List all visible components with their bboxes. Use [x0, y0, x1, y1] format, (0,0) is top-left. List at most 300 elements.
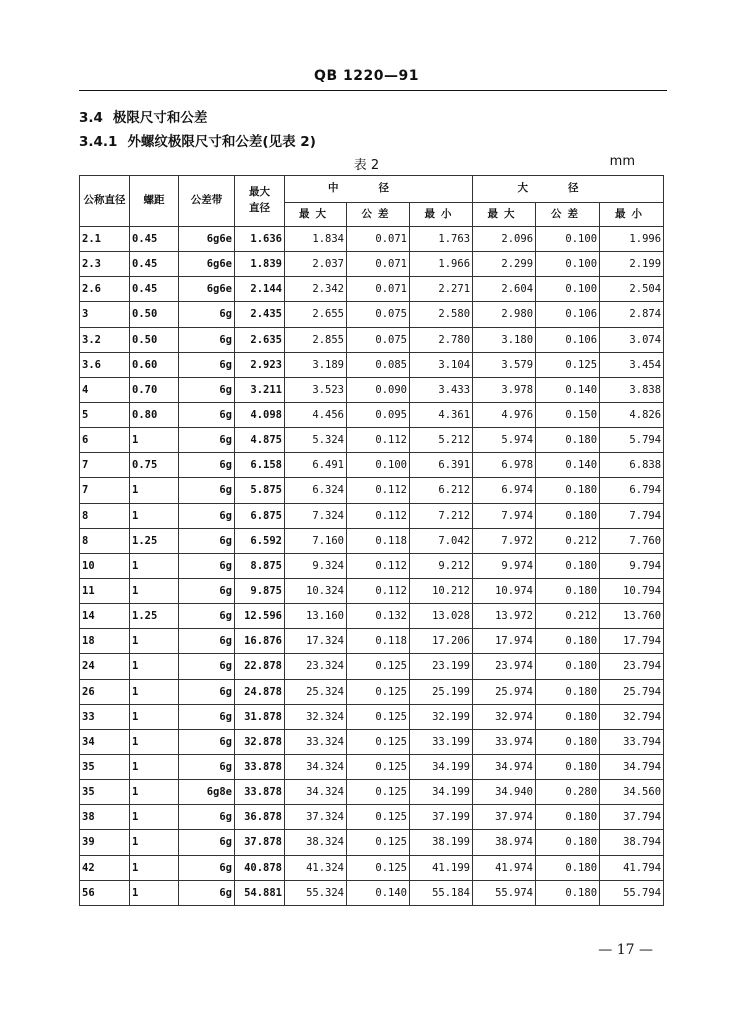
cell-nominal-diameter: 8	[80, 528, 130, 553]
table-row	[80, 478, 664, 503]
cell-pd-tol: 0.140	[347, 880, 410, 905]
cell-md-min: 37.794	[600, 805, 664, 830]
cell-pd-tol: 0.125	[347, 754, 410, 779]
cell-pitch: 1	[130, 780, 179, 805]
cell-pitch: 1	[130, 805, 179, 830]
cell-tolerance-class: 6g	[179, 754, 235, 779]
cell-md-tol: 0.150	[536, 402, 600, 427]
cell-nominal-diameter: 39	[80, 830, 130, 855]
cell-pd-max: 23.324	[285, 654, 347, 679]
cell-md-min: 34.794	[600, 754, 664, 779]
cell-pitch: 1	[130, 428, 179, 453]
table-row	[80, 277, 664, 302]
cell-md-tol: 0.180	[536, 754, 600, 779]
cell-pd-tol: 0.100	[347, 453, 410, 478]
cell-md-min: 1.996	[600, 227, 664, 252]
cell-pitch: 1	[130, 679, 179, 704]
cell-pitch: 1	[130, 503, 179, 528]
cell-max-diameter: 8.875	[235, 553, 285, 578]
cell-pd-max: 34.324	[285, 754, 347, 779]
cell-md-max: 23.974	[473, 654, 536, 679]
cell-md-tol: 0.106	[536, 327, 600, 352]
cell-pitch: 1.25	[130, 604, 179, 629]
cell-tolerance-class: 6g	[179, 302, 235, 327]
cell-pitch: 0.75	[130, 453, 179, 478]
cell-nominal-diameter: 35	[80, 754, 130, 779]
cell-pd-min: 1.966	[410, 252, 473, 277]
cell-md-tol: 0.100	[536, 277, 600, 302]
cell-pd-max: 2.855	[285, 327, 347, 352]
cell-tolerance-class: 6g	[179, 729, 235, 754]
table-row	[80, 805, 664, 830]
cell-pd-tol: 0.118	[347, 528, 410, 553]
cell-md-min: 33.794	[600, 729, 664, 754]
cell-pd-min: 34.199	[410, 754, 473, 779]
cell-max-diameter: 6.158	[235, 453, 285, 478]
cell-nominal-diameter: 10	[80, 553, 130, 578]
subheader-md-min: 最小	[600, 203, 664, 227]
cell-nominal-diameter: 2.1	[80, 227, 130, 252]
cell-pitch: 0.50	[130, 302, 179, 327]
cell-pitch: 0.45	[130, 277, 179, 302]
cell-pd-max: 17.324	[285, 629, 347, 654]
cell-pd-max: 2.342	[285, 277, 347, 302]
cell-pd-min: 2.780	[410, 327, 473, 352]
cell-md-min: 2.199	[600, 252, 664, 277]
cell-md-max: 10.974	[473, 578, 536, 603]
cell-md-tol: 0.180	[536, 629, 600, 654]
cell-pd-min: 17.206	[410, 629, 473, 654]
subheader-md-max: 最大	[473, 203, 536, 227]
cell-nominal-diameter: 11	[80, 578, 130, 603]
cell-md-max: 3.978	[473, 377, 536, 402]
cell-pd-min: 32.199	[410, 704, 473, 729]
section-title: 极限尺寸和公差	[112, 110, 208, 126]
table-row	[80, 704, 664, 729]
table-body	[80, 227, 664, 906]
cell-nominal-diameter: 38	[80, 805, 130, 830]
table-row	[80, 679, 664, 704]
cell-md-max: 3.579	[473, 352, 536, 377]
cell-pd-tol: 0.125	[347, 654, 410, 679]
cell-tolerance-class: 6g	[179, 654, 235, 679]
cell-nominal-diameter: 2.6	[80, 277, 130, 302]
cell-pd-tol: 0.112	[347, 578, 410, 603]
cell-md-tol: 0.106	[536, 302, 600, 327]
table-row	[80, 880, 664, 905]
cell-pitch: 1	[130, 704, 179, 729]
cell-nominal-diameter: 24	[80, 654, 130, 679]
cell-pd-max: 6.491	[285, 453, 347, 478]
cell-pitch: 0.80	[130, 402, 179, 427]
cell-md-max: 5.974	[473, 428, 536, 453]
table-row	[80, 503, 664, 528]
cell-max-diameter: 2.923	[235, 352, 285, 377]
cell-md-tol: 0.180	[536, 654, 600, 679]
cell-max-diameter: 37.878	[235, 830, 285, 855]
cell-pitch: 0.50	[130, 327, 179, 352]
cell-md-min: 55.794	[600, 880, 664, 905]
cell-pd-max: 7.160	[285, 528, 347, 553]
cell-pd-max: 3.189	[285, 352, 347, 377]
cell-md-tol: 0.180	[536, 805, 600, 830]
cell-md-max: 7.974	[473, 503, 536, 528]
cell-pd-min: 7.212	[410, 503, 473, 528]
cell-tolerance-class: 6g	[179, 428, 235, 453]
cell-nominal-diameter: 3.6	[80, 352, 130, 377]
cell-tolerance-class: 6g	[179, 805, 235, 830]
section-number: 3.4	[79, 110, 103, 126]
cell-nominal-diameter: 2.3	[80, 252, 130, 277]
cell-nominal-diameter: 3.2	[80, 327, 130, 352]
cell-pd-min: 55.184	[410, 880, 473, 905]
cell-tolerance-class: 6g	[179, 578, 235, 603]
cell-md-max: 32.974	[473, 704, 536, 729]
cell-nominal-diameter: 3	[80, 302, 130, 327]
cell-nominal-diameter: 18	[80, 629, 130, 654]
cell-pd-min: 2.580	[410, 302, 473, 327]
cell-tolerance-class: 6g	[179, 453, 235, 478]
cell-pd-min: 41.199	[410, 855, 473, 880]
cell-max-diameter: 54.881	[235, 880, 285, 905]
cell-tolerance-class: 6g	[179, 402, 235, 427]
table-unit: mm	[609, 154, 635, 169]
cell-pd-max: 34.324	[285, 780, 347, 805]
table-row	[80, 402, 664, 427]
cell-pd-min: 23.199	[410, 654, 473, 679]
cell-tolerance-class: 6g6e	[179, 252, 235, 277]
cell-pitch: 1	[130, 880, 179, 905]
cell-pitch: 1	[130, 578, 179, 603]
cell-md-max: 34.940	[473, 780, 536, 805]
cell-md-max: 55.974	[473, 880, 536, 905]
cell-pd-tol: 0.125	[347, 704, 410, 729]
cell-pd-max: 33.324	[285, 729, 347, 754]
cell-md-max: 2.604	[473, 277, 536, 302]
cell-md-tol: 0.180	[536, 428, 600, 453]
cell-md-max: 38.974	[473, 830, 536, 855]
header-nominal-diameter: 公称直径	[80, 176, 130, 227]
cell-md-tol: 0.180	[536, 880, 600, 905]
cell-pitch: 1	[130, 629, 179, 654]
cell-pd-min: 4.361	[410, 402, 473, 427]
cell-md-max: 7.972	[473, 528, 536, 553]
limits-table	[79, 175, 664, 906]
page-number: — 17 —	[598, 942, 653, 958]
cell-pd-max: 38.324	[285, 830, 347, 855]
cell-md-max: 9.974	[473, 553, 536, 578]
cell-max-diameter: 9.875	[235, 578, 285, 603]
table-row	[80, 227, 664, 252]
cell-max-diameter: 33.878	[235, 780, 285, 805]
cell-md-tol: 0.100	[536, 252, 600, 277]
cell-pd-max: 32.324	[285, 704, 347, 729]
cell-max-diameter: 22.878	[235, 654, 285, 679]
cell-pd-max: 2.655	[285, 302, 347, 327]
cell-max-diameter: 6.592	[235, 528, 285, 553]
cell-pd-tol: 0.112	[347, 428, 410, 453]
cell-pitch: 1	[130, 855, 179, 880]
cell-pd-max: 9.324	[285, 553, 347, 578]
table-row	[80, 578, 664, 603]
cell-md-max: 41.974	[473, 855, 536, 880]
cell-md-max: 34.974	[473, 754, 536, 779]
cell-nominal-diameter: 7	[80, 478, 130, 503]
cell-tolerance-class: 6g	[179, 503, 235, 528]
header-max-diameter	[235, 176, 285, 227]
cell-pd-tol: 0.071	[347, 227, 410, 252]
table-row	[80, 377, 664, 402]
cell-md-min: 4.826	[600, 402, 664, 427]
cell-pd-tol: 0.095	[347, 402, 410, 427]
cell-tolerance-class: 6g	[179, 704, 235, 729]
cell-nominal-diameter: 56	[80, 880, 130, 905]
cell-tolerance-class: 6g	[179, 327, 235, 352]
cell-pd-tol: 0.132	[347, 604, 410, 629]
cell-pd-max: 3.523	[285, 377, 347, 402]
cell-md-min: 34.560	[600, 780, 664, 805]
cell-pitch: 0.45	[130, 252, 179, 277]
header-pitch-diameter: 中径	[285, 176, 473, 203]
table-row	[80, 327, 664, 352]
cell-pd-tol: 0.112	[347, 478, 410, 503]
section-3-4-1-heading	[79, 130, 316, 150]
cell-nominal-diameter: 4	[80, 377, 130, 402]
table-row	[80, 830, 664, 855]
cell-max-diameter: 5.875	[235, 478, 285, 503]
cell-md-tol: 0.212	[536, 604, 600, 629]
cell-md-max: 37.974	[473, 805, 536, 830]
cell-pd-max: 1.834	[285, 227, 347, 252]
cell-pd-min: 25.199	[410, 679, 473, 704]
cell-pd-min: 38.199	[410, 830, 473, 855]
cell-md-min: 6.838	[600, 453, 664, 478]
cell-md-min: 17.794	[600, 629, 664, 654]
cell-tolerance-class: 6g	[179, 604, 235, 629]
cell-max-diameter: 33.878	[235, 754, 285, 779]
cell-md-tol: 0.180	[536, 855, 600, 880]
cell-md-min: 3.454	[600, 352, 664, 377]
cell-md-min: 5.794	[600, 428, 664, 453]
cell-max-diameter: 1.636	[235, 227, 285, 252]
cell-tolerance-class: 6g	[179, 528, 235, 553]
cell-md-tol: 0.180	[536, 503, 600, 528]
cell-max-diameter: 2.144	[235, 277, 285, 302]
cell-md-tol: 0.180	[536, 729, 600, 754]
table-row	[80, 729, 664, 754]
cell-max-diameter: 4.098	[235, 402, 285, 427]
cell-max-diameter: 1.839	[235, 252, 285, 277]
cell-max-diameter: 16.876	[235, 629, 285, 654]
cell-md-min: 7.760	[600, 528, 664, 553]
cell-nominal-diameter: 6	[80, 428, 130, 453]
cell-md-min: 25.794	[600, 679, 664, 704]
table-caption: 表 2	[353, 158, 380, 173]
cell-tolerance-class: 6g	[179, 478, 235, 503]
cell-max-diameter: 32.878	[235, 729, 285, 754]
cell-pd-tol: 0.125	[347, 855, 410, 880]
cell-md-tol: 0.140	[536, 377, 600, 402]
cell-pd-max: 6.324	[285, 478, 347, 503]
cell-pd-tol: 0.118	[347, 629, 410, 654]
cell-pd-min: 6.391	[410, 453, 473, 478]
header-rule	[79, 90, 667, 91]
cell-max-diameter: 4.875	[235, 428, 285, 453]
cell-md-max: 6.974	[473, 478, 536, 503]
cell-pd-tol: 0.125	[347, 729, 410, 754]
cell-pd-min: 13.028	[410, 604, 473, 629]
table-row	[80, 528, 664, 553]
cell-pitch: 1	[130, 729, 179, 754]
header-tolerance-class: 公差带	[179, 176, 235, 227]
cell-md-min: 38.794	[600, 830, 664, 855]
cell-pd-tol: 0.075	[347, 302, 410, 327]
table-row	[80, 754, 664, 779]
cell-pd-min: 37.199	[410, 805, 473, 830]
cell-md-tol: 0.125	[536, 352, 600, 377]
cell-nominal-diameter: 14	[80, 604, 130, 629]
cell-md-min: 2.874	[600, 302, 664, 327]
cell-pd-tol: 0.071	[347, 277, 410, 302]
table-row	[80, 428, 664, 453]
cell-pd-max: 41.324	[285, 855, 347, 880]
cell-pd-min: 3.104	[410, 352, 473, 377]
cell-pitch: 1	[130, 830, 179, 855]
cell-md-max: 25.974	[473, 679, 536, 704]
cell-pd-min: 6.212	[410, 478, 473, 503]
cell-pd-max: 37.324	[285, 805, 347, 830]
cell-pitch: 0.70	[130, 377, 179, 402]
cell-md-max: 2.980	[473, 302, 536, 327]
cell-pitch: 1.25	[130, 528, 179, 553]
header-max-top: 最大	[249, 186, 270, 199]
section-3-4-heading	[79, 106, 207, 126]
cell-pd-tol: 0.112	[347, 553, 410, 578]
cell-md-tol: 0.180	[536, 478, 600, 503]
cell-tolerance-class: 6g	[179, 377, 235, 402]
cell-pd-max: 4.456	[285, 402, 347, 427]
cell-tolerance-class: 6g	[179, 855, 235, 880]
cell-md-tol: 0.180	[536, 679, 600, 704]
cell-md-max: 4.976	[473, 402, 536, 427]
cell-md-tol: 0.212	[536, 528, 600, 553]
table-row	[80, 252, 664, 277]
section-title: 外螺纹极限尺寸和公差(见表 2)	[127, 134, 316, 150]
document-code: QB 1220—91	[314, 68, 419, 84]
cell-pd-tol: 0.090	[347, 377, 410, 402]
cell-md-min: 41.794	[600, 855, 664, 880]
cell-max-diameter: 36.878	[235, 805, 285, 830]
cell-md-tol: 0.180	[536, 553, 600, 578]
cell-nominal-diameter: 7	[80, 453, 130, 478]
cell-tolerance-class: 6g	[179, 679, 235, 704]
cell-pd-min: 7.042	[410, 528, 473, 553]
cell-pd-max: 55.324	[285, 880, 347, 905]
cell-pitch: 1	[130, 754, 179, 779]
cell-md-min: 7.794	[600, 503, 664, 528]
cell-md-min: 10.794	[600, 578, 664, 603]
cell-pd-min: 33.199	[410, 729, 473, 754]
cell-pd-min: 34.199	[410, 780, 473, 805]
cell-md-max: 6.978	[473, 453, 536, 478]
cell-nominal-diameter: 34	[80, 729, 130, 754]
cell-md-max: 13.972	[473, 604, 536, 629]
cell-pitch: 1	[130, 553, 179, 578]
cell-md-min: 3.838	[600, 377, 664, 402]
cell-max-diameter: 2.635	[235, 327, 285, 352]
cell-pd-max: 13.160	[285, 604, 347, 629]
cell-md-tol: 0.100	[536, 227, 600, 252]
cell-md-max: 3.180	[473, 327, 536, 352]
cell-pitch: 1	[130, 478, 179, 503]
cell-pd-min: 10.212	[410, 578, 473, 603]
cell-md-min: 23.794	[600, 654, 664, 679]
cell-md-max: 17.974	[473, 629, 536, 654]
cell-md-tol: 0.140	[536, 453, 600, 478]
cell-pitch: 1	[130, 654, 179, 679]
section-number: 3.4.1	[79, 134, 118, 150]
cell-max-diameter: 6.875	[235, 503, 285, 528]
cell-pd-tol: 0.125	[347, 805, 410, 830]
table-row	[80, 654, 664, 679]
cell-max-diameter: 31.878	[235, 704, 285, 729]
cell-pd-max: 2.037	[285, 252, 347, 277]
cell-md-min: 9.794	[600, 553, 664, 578]
cell-tolerance-class: 6g	[179, 880, 235, 905]
cell-nominal-diameter: 5	[80, 402, 130, 427]
cell-max-diameter: 40.878	[235, 855, 285, 880]
cell-pitch: 0.60	[130, 352, 179, 377]
header-max-bottom: 直径	[249, 202, 270, 214]
cell-pitch: 0.45	[130, 227, 179, 252]
cell-pd-min: 2.271	[410, 277, 473, 302]
subheader-md-tol: 公差	[536, 203, 600, 227]
cell-md-max: 2.096	[473, 227, 536, 252]
cell-md-min: 6.794	[600, 478, 664, 503]
cell-pd-min: 3.433	[410, 377, 473, 402]
cell-nominal-diameter: 8	[80, 503, 130, 528]
cell-md-max: 33.974	[473, 729, 536, 754]
cell-tolerance-class: 6g	[179, 553, 235, 578]
table-row	[80, 352, 664, 377]
cell-md-min: 2.504	[600, 277, 664, 302]
subheader-pd-tol: 公差	[347, 203, 410, 227]
cell-pd-tol: 0.075	[347, 327, 410, 352]
cell-pd-tol: 0.112	[347, 503, 410, 528]
cell-md-tol: 0.180	[536, 830, 600, 855]
table-row	[80, 780, 664, 805]
cell-md-min: 3.074	[600, 327, 664, 352]
cell-pd-max: 10.324	[285, 578, 347, 603]
cell-max-diameter: 2.435	[235, 302, 285, 327]
cell-pd-max: 5.324	[285, 428, 347, 453]
subheader-pd-min: 最小	[410, 203, 473, 227]
cell-pd-tol: 0.125	[347, 679, 410, 704]
cell-md-tol: 0.180	[536, 578, 600, 603]
table-row	[80, 453, 664, 478]
cell-md-min: 13.760	[600, 604, 664, 629]
cell-pd-min: 9.212	[410, 553, 473, 578]
cell-pd-min: 1.763	[410, 227, 473, 252]
cell-nominal-diameter: 42	[80, 855, 130, 880]
cell-pd-tol: 0.125	[347, 830, 410, 855]
table-row	[80, 629, 664, 654]
cell-tolerance-class: 6g8e	[179, 780, 235, 805]
cell-pd-max: 25.324	[285, 679, 347, 704]
table-row	[80, 855, 664, 880]
table-row	[80, 604, 664, 629]
cell-nominal-diameter: 35	[80, 780, 130, 805]
